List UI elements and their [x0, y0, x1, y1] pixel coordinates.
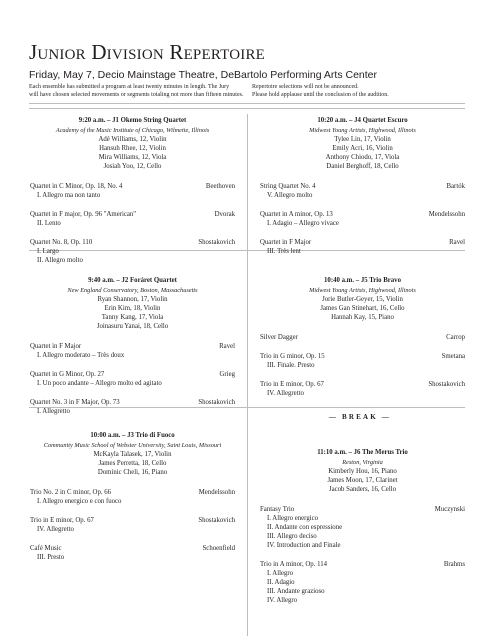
- work-title: Trio in E minor, Op. 67: [260, 380, 324, 388]
- repertoire-row: [30, 488, 235, 497]
- repertoire-row: [260, 210, 465, 219]
- ensemble-block: [30, 276, 235, 416]
- ensemble-block: [260, 276, 465, 398]
- ensemble-header: [260, 276, 465, 322]
- ensemble-header: [30, 116, 235, 171]
- composer-name: Shostakovich: [198, 398, 235, 406]
- applause-note-line: Please hold applause until the conclusion of the audition.: [252, 92, 389, 98]
- repertoire-item: [260, 210, 465, 228]
- repertoire-row: [260, 182, 465, 191]
- repertoire-row: [260, 333, 465, 342]
- repertoire-item: [30, 210, 235, 228]
- repertoire-item: [30, 238, 235, 265]
- movement: II. Adagio: [267, 578, 295, 586]
- composer-name: Grieg: [219, 370, 235, 378]
- jury-note-line: will have chosen selected movements or segments totaling not more than fifteen minutes.: [29, 92, 244, 98]
- ensemble-member: Kimberly Hou, 16, Piano: [328, 467, 397, 475]
- movement: II. Lento: [37, 219, 61, 227]
- ensemble-school: Community Music School of Webster University, Saint Louis, Missouri: [43, 441, 222, 449]
- movement: III. Presto: [37, 553, 65, 561]
- repertoire-item: [30, 342, 235, 360]
- ensemble-member: McKayla Talasek, 17, Violin: [93, 450, 172, 458]
- movement: I. Un poco andante – Allegro molto ed agitato: [37, 379, 162, 387]
- composer-name: Carrop: [446, 333, 465, 341]
- movement: V. Allegro molto: [267, 191, 313, 199]
- repertoire-item: [30, 544, 235, 562]
- applause-note-line: Repertoire selections will not be announced.: [252, 84, 359, 90]
- repertoire-item: [260, 352, 465, 370]
- movement: III. Allegro deciso: [267, 532, 317, 540]
- composer-name: Bartók: [446, 182, 465, 190]
- composer-name: Dvorak: [214, 210, 235, 218]
- repertoire-list: [260, 182, 465, 256]
- ensemble-slot: 10:40 a.m. – J5 Trio Bravo: [324, 277, 401, 284]
- movement: III. Andante grazioso: [267, 587, 325, 595]
- composer-name: Mendelssohn: [428, 210, 465, 218]
- ensemble-member: James Gan Stinehart, 16, Cello: [320, 304, 405, 312]
- work-title: Fantasy Trio: [260, 505, 295, 513]
- ensemble-block: [30, 116, 235, 265]
- break-label: — BREAK —: [328, 413, 392, 421]
- repertoire-list: [260, 505, 465, 605]
- repertoire-item: [260, 560, 465, 605]
- ensemble-member: Adé Williams, 12, Violin: [98, 135, 167, 143]
- repertoire-list: [260, 333, 465, 398]
- composer-name: Shostakovich: [198, 238, 235, 246]
- repertoire-item: [260, 238, 465, 256]
- ensemble-member: James Moon, 17, Clarinet: [327, 476, 398, 484]
- repertoire-row: [260, 380, 465, 389]
- ensemble-member: Erin Kim, 18, Violin: [104, 304, 161, 312]
- event-subtitle: Friday, May 7, Decio Mainstage Theatre, DeBartolo Performing Arts Center: [29, 69, 378, 81]
- ensemble-school: Midwest Young Artists, Highwood, Illinois: [309, 286, 416, 294]
- movement: I. Largo: [37, 247, 59, 255]
- ensemble-header: [260, 448, 465, 494]
- movement: I. Allegro energico: [267, 514, 319, 522]
- work-title: Silver Dagger: [260, 333, 298, 341]
- work-title: Quartet in F Major: [30, 342, 82, 350]
- ensemble-school: Academy of the Music Institute of Chicago, Wilmette, Illinois: [55, 126, 210, 134]
- repertoire-row: [260, 352, 465, 361]
- work-title: Quartet in F Major: [260, 238, 312, 246]
- movement: IV. Allegro: [267, 596, 298, 604]
- ensemble-school: New England Conservatory, Boston, Massachusetts: [67, 286, 198, 294]
- repertoire-row: [260, 238, 465, 247]
- ensemble-member: Ryan Shannon, 17, Violin: [97, 295, 168, 303]
- ensemble-slot: 9:40 a.m. – J2 Foráret Quartet: [88, 277, 177, 284]
- repertoire-item: [260, 380, 465, 398]
- ensemble-member: Tylee Lin, 17, Violin: [334, 135, 391, 143]
- ensemble-header: [260, 116, 465, 171]
- ensemble-member: Tanny Kang, 17, Viola: [101, 313, 164, 321]
- composer-name: Ravel: [219, 342, 235, 350]
- work-title: Trio in G minor, Op. 15: [260, 352, 325, 360]
- composer-name: Shostakovich: [198, 516, 235, 524]
- ensemble-block: [260, 116, 465, 256]
- movement: II. Allegro molto: [37, 256, 83, 264]
- movement: IV. Introduction and Finale: [267, 541, 341, 549]
- ensemble-block: [260, 448, 465, 605]
- jury-note-line: Each ensemble has submitted a program at least twenty minutes in length. The Jury: [29, 84, 230, 90]
- repertoire-row: [30, 398, 235, 407]
- movement: IV. Allegretto: [267, 389, 304, 397]
- repertoire-row: [30, 182, 235, 191]
- repertoire-row: [30, 516, 235, 525]
- ensemble-block: [30, 431, 235, 562]
- repertoire-row: [30, 210, 235, 219]
- composer-name: Shostakovich: [428, 380, 465, 388]
- ensemble-member: Emily Acri, 16, Violin: [332, 144, 393, 152]
- divider: [29, 108, 465, 109]
- ensemble-member: Joinasuru Yanai, 18, Cello: [96, 322, 169, 330]
- jury-note: [29, 83, 243, 99]
- work-title: Quartet in G Minor, Op. 27: [30, 370, 105, 378]
- column-divider: [247, 114, 248, 636]
- work-title: Trio in A minor, Op. 114: [260, 560, 328, 568]
- ensemble-member: Jorie Butler-Geyer, 15, Violin: [322, 295, 403, 303]
- movement: I. Allegro: [267, 569, 294, 577]
- ensemble-slot: 11:10 a.m. – J6 The Merus Trio: [317, 449, 408, 456]
- repertoire-row: [260, 505, 465, 514]
- repertoire-row: [30, 342, 235, 351]
- work-title: Trio No. 2 in C minor, Op. 66: [30, 488, 112, 496]
- movement: I. Allegretto: [37, 407, 70, 415]
- work-title: Quartet in A minor, Op. 13: [260, 210, 333, 218]
- composer-name: Muczynski: [434, 505, 465, 513]
- work-title: Café Music: [30, 544, 62, 552]
- repertoire-row: [30, 238, 235, 247]
- ensemble-header: [30, 431, 235, 477]
- movement: II. Andante con espressione: [267, 523, 343, 531]
- ensemble-school: Midwest Young Artists, Highwood, Illinois: [309, 126, 416, 134]
- composer-name: Brahms: [443, 560, 465, 568]
- composer-name: Smetana: [441, 352, 465, 360]
- repertoire-list: [30, 488, 235, 562]
- repertoire-item: [30, 516, 235, 534]
- movement: I. Allegro moderato – Très doux: [37, 351, 125, 359]
- applause-note: [252, 83, 389, 99]
- work-title: Quartet in C Minor, Op. 18, No. 4: [30, 182, 123, 190]
- ensemble-school: Reston, Virginia: [342, 458, 383, 466]
- ensemble-member: Anthony Chiodo, 17, Viola: [325, 153, 400, 161]
- ensemble-member: Hannah Kay, 15, Piano: [331, 313, 394, 321]
- ensemble-member: Jacob Sanders, 16, Cello: [328, 485, 396, 493]
- ensemble-member: Dominic Cheli, 16, Piano: [97, 468, 168, 476]
- movement: III. Très lent: [267, 247, 301, 255]
- page-title: Junior Division Repertoire: [29, 40, 266, 64]
- repertoire-item: [260, 333, 465, 342]
- repertoire-row: [30, 370, 235, 379]
- movement: I. Adagio – Allegro vivace: [267, 219, 339, 227]
- ensemble-slot: 10:00 a.m. – J3 Trio di Fuoco: [90, 432, 175, 439]
- composer-name: Mendelssohn: [198, 488, 235, 496]
- repertoire-list: [30, 182, 235, 265]
- repertoire-list: [30, 342, 235, 416]
- repertoire-row: [260, 560, 465, 569]
- movement: III. Finale. Presto: [267, 361, 315, 369]
- movement: I. Allegro energico e con fuoco: [37, 497, 122, 505]
- ensemble-header: [30, 276, 235, 331]
- ensemble-member: Mira Williams, 12, Viola: [98, 153, 167, 161]
- work-title: Quartet No. 3 in F Major, Op. 73: [30, 398, 120, 406]
- work-title: Trio in E minor, Op. 67: [30, 516, 94, 524]
- movement: IV. Allegretto: [37, 525, 74, 533]
- composer-name: Schoenfield: [202, 544, 235, 552]
- repertoire-item: [30, 370, 235, 388]
- ensemble-member: Daniel Berghoff, 18, Cello: [326, 162, 399, 170]
- ensemble-member: James Perretta, 18, Cello: [98, 459, 167, 467]
- repertoire-row: [30, 544, 235, 553]
- movement: I. Allegro ma non tanto: [37, 191, 101, 199]
- work-title: String Quartet No. 4: [260, 182, 316, 190]
- repertoire-item: [30, 182, 235, 200]
- ensemble-member: Josiah Yoo, 12, Cello: [103, 162, 162, 170]
- repertoire-item: [30, 488, 235, 506]
- ensemble-slot: 10:20 a.m. – J4 Quartet Escuro: [317, 117, 408, 124]
- composer-name: Beethoven: [205, 182, 235, 190]
- composer-name: Ravel: [449, 238, 465, 246]
- work-title: Quartet No. 8, Op. 110: [30, 238, 93, 246]
- ensemble-slot: 9:20 a.m. – J1 Okemo String Quartet: [78, 117, 187, 124]
- divider: [29, 103, 465, 104]
- repertoire-item: [260, 505, 465, 550]
- repertoire-item: [30, 398, 235, 416]
- work-title: Quartet in F major, Op. 96 "American": [30, 210, 137, 218]
- repertoire-item: [260, 182, 465, 200]
- ensemble-member: Hansuh Rhee, 12, Violin: [99, 144, 166, 152]
